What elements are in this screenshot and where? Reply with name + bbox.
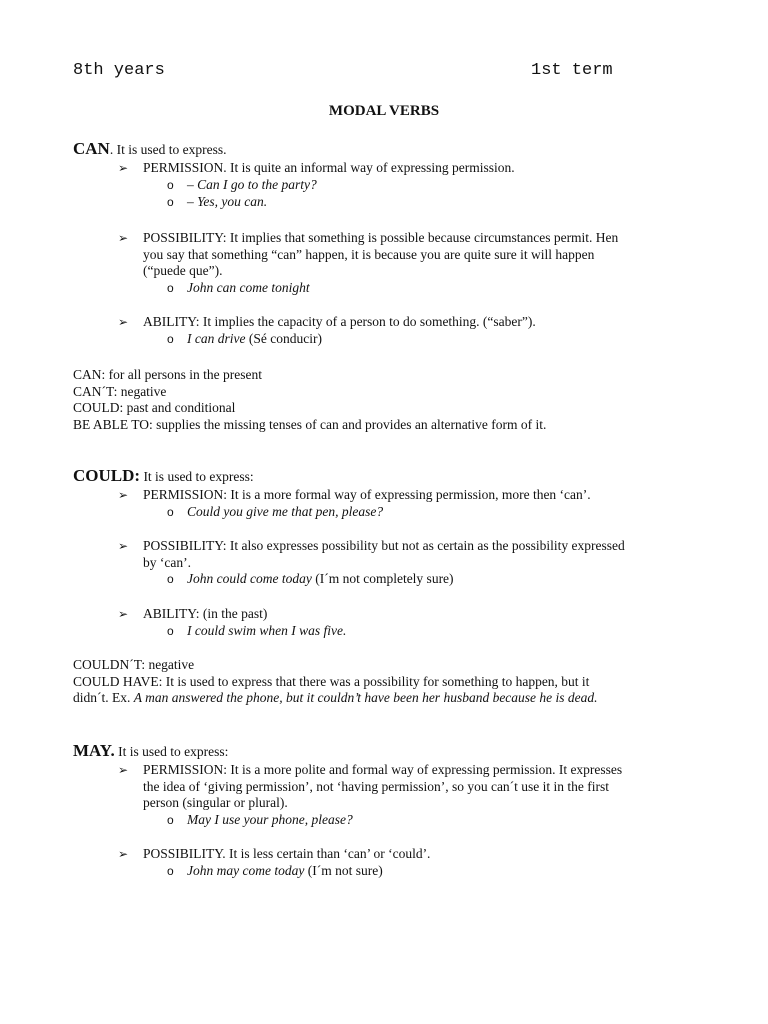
example-text: I can drive <box>187 331 246 346</box>
bullet-arrow-icon: ➢ <box>118 488 129 502</box>
bullet-text-line: you say that something “can” happen, it is because you are quite sure it will happen <box>143 246 595 262</box>
bullet-arrow-icon: ➢ <box>118 763 129 777</box>
bullet-text: PERMISSION: It is a more formal way of expressing permission, more then ‘can’. <box>143 487 591 502</box>
bullet-text-line: POSSIBILITY: It also expresses possibility but not as certain as the possibility expressed <box>143 538 625 553</box>
section-can-heading <box>73 141 703 159</box>
bullet-arrow-icon: ➢ <box>118 161 129 175</box>
sub-bullet-icon: o <box>167 505 174 519</box>
section-intro: It is used to express: <box>114 744 229 759</box>
example-text: John can come tonight <box>187 280 310 295</box>
bullet-item <box>119 846 704 863</box>
example-text: John may come today <box>187 863 305 878</box>
sub-bullet-icon: o <box>167 813 174 827</box>
note-line: BE ABLE TO: supplies the missing tenses of can and provides an alternative form of it. <box>73 416 547 432</box>
bullet-arrow-icon: ➢ <box>118 607 129 621</box>
bullet-text: PERMISSION. It is quite an informal way of expressing permission. <box>143 160 515 175</box>
example-item <box>167 194 707 211</box>
bullet-text-line: POSSIBILITY: It implies that something is possible because circumstances permit. Hen <box>143 230 619 245</box>
bullet-text-line: PERMISSION: It is a more polite and formal way of expressing permission. It expresses <box>143 762 623 777</box>
bullet-text: ABILITY: It implies the capacity of a person to do something. (“saber”). <box>143 314 536 329</box>
example-item <box>167 177 707 194</box>
example-text: – Can I go to the party? <box>187 177 317 192</box>
could-notes <box>73 657 703 707</box>
bullet-text-line: by ‘can’. <box>143 554 191 570</box>
sub-bullet-icon: o <box>167 572 174 586</box>
bullet-item <box>119 762 704 812</box>
sub-bullet-icon: o <box>167 195 174 209</box>
bullet-item <box>119 606 704 623</box>
bullet-item <box>119 314 704 331</box>
section-may-heading <box>73 743 703 761</box>
note-line: COULD HAVE: It is used to express that there was a possibility for something to happen, but it <box>73 673 590 689</box>
section-could-heading <box>73 468 703 486</box>
bullet-item <box>119 160 704 177</box>
bullet-arrow-icon: ➢ <box>118 315 129 329</box>
bullet-item <box>119 538 704 571</box>
example-item <box>167 571 707 588</box>
sub-bullet-icon: o <box>167 864 174 878</box>
can-notes <box>73 367 703 433</box>
example-item <box>167 504 707 521</box>
header-grade: 8th years <box>73 61 165 80</box>
example-text: Could you give me that pen, please? <box>187 504 384 519</box>
bullet-text-line: (“puede que”). <box>143 263 223 278</box>
example-item <box>167 280 707 297</box>
note-line <box>73 690 703 707</box>
note-line: COULD: past and conditional <box>73 400 236 415</box>
example-note: (Sé conducir) <box>245 331 322 346</box>
example-text: – Yes, you can. <box>187 194 268 209</box>
example-note: (I´m not sure) <box>304 863 383 878</box>
section-name: CAN <box>73 139 110 158</box>
page-title: MODAL VERBS <box>328 103 440 119</box>
note-line: CAN´T: negative <box>73 383 167 399</box>
note-plain: didn´t. Ex. <box>73 690 134 705</box>
note-line: CAN: for all persons in the present <box>73 367 262 382</box>
bullet-text-line: person (singular or plural). <box>143 795 288 810</box>
section-name: COULD: <box>73 466 141 485</box>
example-note: (I´m not completely sure) <box>311 571 454 586</box>
header-term: 1st term <box>531 61 613 80</box>
bullet-text: ABILITY: (in the past) <box>143 606 268 621</box>
bullet-arrow-icon: ➢ <box>118 847 129 861</box>
section-name: MAY. <box>73 741 115 760</box>
sub-bullet-icon: o <box>167 281 174 295</box>
section-intro: . It is used to express. <box>109 142 227 157</box>
bullet-item <box>119 487 704 504</box>
bullet-item <box>119 230 704 280</box>
example-item <box>167 812 707 829</box>
note-line: COULDN´T: negative <box>73 657 195 672</box>
sub-bullet-icon: o <box>167 624 174 638</box>
bullet-arrow-icon: ➢ <box>118 539 129 553</box>
note-example: A man answered the phone, but it couldn’t have been her husband because he is dead. <box>133 690 598 705</box>
bullet-text: POSSIBILITY. It is less certain than ‘can’ or ‘could’. <box>143 846 431 861</box>
bullet-text-line: the idea of ‘giving permission’, not ‘having permission’, so you can´t use it in the first <box>143 778 610 794</box>
section-intro: It is used to express: <box>140 469 254 484</box>
example-item <box>167 623 707 640</box>
example-item <box>167 863 707 880</box>
example-text: John could come today <box>187 571 312 586</box>
example-text: I could swim when I was five. <box>187 623 347 638</box>
example-text: May I use your phone, please? <box>187 812 353 827</box>
sub-bullet-icon: o <box>167 178 174 192</box>
example-item <box>167 331 707 348</box>
sub-bullet-icon: o <box>167 332 174 346</box>
bullet-arrow-icon: ➢ <box>118 231 129 245</box>
